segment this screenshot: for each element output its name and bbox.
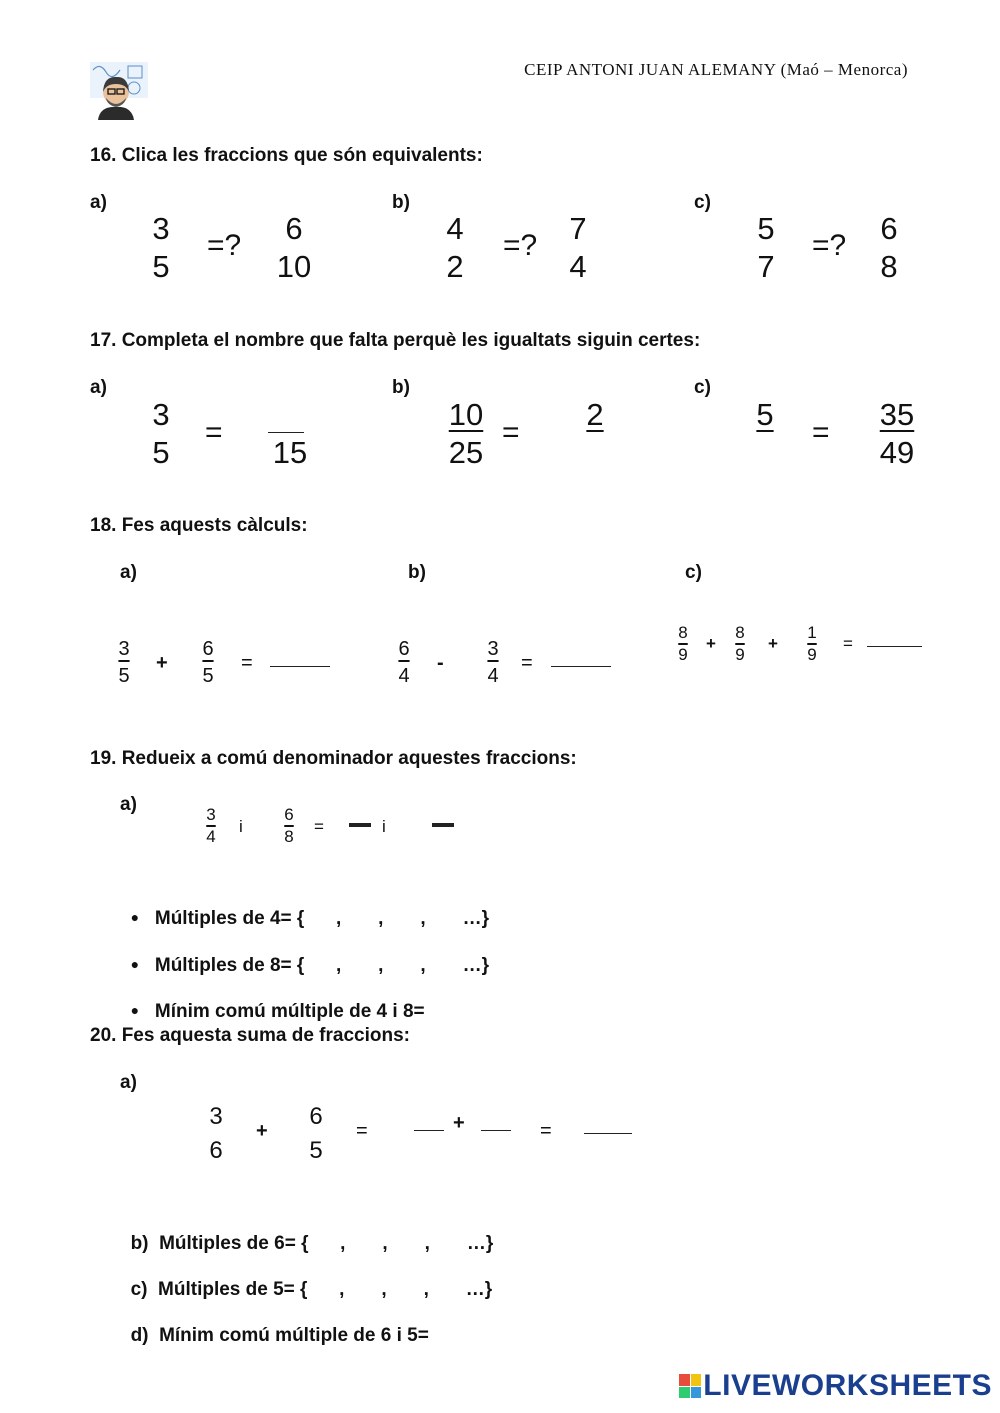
q16-a-right-fraction[interactable]: [272, 210, 316, 286]
q18-b-fraction-2: [482, 636, 504, 690]
q18-c-operator-2: +: [768, 634, 778, 653]
q18-b-answer-input[interactable]: [551, 666, 611, 667]
denominator: 4: [487, 665, 499, 687]
q18-c-operator-1: +: [706, 634, 716, 653]
numerator: 5: [756, 397, 774, 432]
denominator: 9: [807, 645, 817, 664]
part-text: Múltiples de 5= { , , , …}: [158, 1279, 493, 1300]
numerator: 3: [118, 638, 130, 660]
q17-c-label: c): [694, 377, 711, 398]
q18-a-label: a): [120, 562, 137, 583]
bullet-text: Múltiples de 4= { , , , …}: [154, 908, 490, 929]
q17-b-right-fraction: [580, 396, 610, 434]
q19-answer-1-input[interactable]: [349, 823, 371, 827]
q16-c-right-fraction[interactable]: [871, 210, 907, 286]
part-label: b): [130, 1233, 149, 1254]
q19-bullet-1[interactable]: [120, 886, 489, 930]
q18-b-fraction-1: [393, 636, 415, 690]
numerator: 2: [586, 397, 604, 432]
q18-a-fraction-1: [113, 636, 135, 690]
q17-a-right-fraction: [268, 434, 312, 472]
numerator: 6: [285, 211, 303, 246]
denominator: 4: [569, 249, 587, 284]
denominator: 49: [879, 435, 915, 470]
liveworksheets-icon: [679, 1374, 701, 1398]
denominator: 9: [678, 645, 688, 664]
q17-c-answer-input[interactable]: [745, 440, 785, 474]
numerator: 3: [209, 1103, 223, 1130]
q18-a-operator: +: [156, 652, 168, 674]
brand-text: LIVEWORKSHEETS: [703, 1369, 992, 1402]
denominator: 25: [448, 435, 484, 470]
part-text: Mínim comú múltiple de 6 i 5=: [159, 1325, 429, 1346]
q20-answer-1-input[interactable]: [414, 1130, 444, 1131]
q19-a-label: a): [120, 794, 137, 815]
q16-b-right-fraction[interactable]: [560, 210, 596, 286]
numerator: 5: [757, 211, 775, 246]
denominator: 5: [202, 665, 214, 687]
q19-fraction-1: [202, 804, 220, 848]
liveworksheets-logo: [679, 1369, 992, 1403]
q20-part-b[interactable]: [120, 1211, 493, 1255]
numerator: 6: [309, 1103, 323, 1130]
q18-c-label: c): [685, 562, 702, 583]
part-label: c): [130, 1279, 148, 1300]
numerator: 1: [807, 623, 817, 642]
q16-c-label: c): [694, 192, 711, 213]
q20-part-d[interactable]: [120, 1303, 429, 1347]
q18-a-answer-input[interactable]: [270, 666, 330, 667]
q20-plus: +: [453, 1112, 465, 1134]
numerator: 6: [880, 211, 898, 246]
q18-b-equals: =: [521, 652, 533, 674]
q18-c-equals: =: [843, 634, 853, 653]
q18-b-label: b): [408, 562, 426, 583]
q19-bullet-2[interactable]: [120, 933, 489, 977]
q18-c-answer-input[interactable]: [867, 646, 922, 647]
q16-a-operator: =?: [207, 229, 242, 262]
numerator: 10: [448, 397, 484, 432]
q20-part-c[interactable]: [120, 1257, 492, 1301]
numerator: 4: [446, 211, 464, 246]
q20-fraction-2: [304, 1100, 328, 1168]
denominator: 10: [276, 249, 312, 284]
q20-answer-3-input[interactable]: [584, 1133, 632, 1134]
q18-c-fraction-2: [731, 622, 749, 666]
numerator: 6: [202, 638, 214, 660]
q17-b-label: b): [392, 377, 410, 398]
q19-bullet-3[interactable]: [120, 979, 425, 1023]
numerator: 3: [487, 638, 499, 660]
q17-b-equals: =: [502, 416, 520, 449]
numerator: 8: [678, 623, 688, 642]
q17-c-left-fraction: [750, 396, 780, 434]
q17-a-label: a): [90, 377, 107, 398]
teacher-avatar-icon: [88, 58, 150, 120]
q19-fraction-2: [280, 804, 298, 848]
q19-answer-2-input[interactable]: [432, 823, 454, 827]
q19-and-2: i: [382, 817, 386, 836]
denominator: 4: [206, 827, 216, 846]
part-label: d): [130, 1325, 149, 1346]
denominator: 9: [735, 645, 745, 664]
q20-equals-1: =: [356, 1120, 368, 1142]
denominator: 6: [209, 1137, 223, 1164]
numerator: 7: [569, 211, 587, 246]
bullet-text: Múltiples de 8= { , , , …}: [154, 955, 490, 976]
denominator: 5: [309, 1137, 323, 1164]
q17-b-left-fraction: [442, 396, 490, 472]
school-name: CEIP ANTONI JUAN ALEMANY (Maó – Menorca): [524, 60, 908, 79]
q17-a-equals: =: [205, 416, 223, 449]
bullet-icon: ●: [130, 1002, 140, 1018]
denominator: 5: [152, 435, 170, 470]
numerator: 35: [879, 397, 915, 432]
q16-b-operator: =?: [503, 229, 538, 262]
q16-b-label: b): [392, 192, 410, 213]
denominator: 2: [446, 249, 464, 284]
question-20-title: 20. Fes aquesta suma de fraccions:: [90, 1025, 410, 1046]
q17-b-answer-input[interactable]: [575, 440, 615, 474]
bullet-text: Mínim comú múltiple de 4 i 8=: [154, 1001, 425, 1022]
q18-b-operator: -: [437, 652, 444, 674]
denominator: 5: [118, 665, 130, 687]
numerator: 3: [152, 397, 170, 432]
numerator: 3: [152, 211, 170, 246]
denominator: 8: [284, 827, 294, 846]
q18-c-fraction-1: [674, 622, 692, 666]
denominator: 5: [152, 249, 170, 284]
q17-a-left-fraction: [143, 396, 179, 472]
q18-c-fraction-3: [803, 622, 821, 666]
q20-equals-2: =: [540, 1120, 552, 1142]
q16-b-left-fraction[interactable]: [437, 210, 473, 286]
q19-equals: =: [314, 817, 324, 836]
question-19-title: 19. Redueix a comú denominador aquestes fraccions:: [90, 748, 577, 769]
q16-a-left-fraction[interactable]: [143, 210, 179, 286]
q16-c-left-fraction[interactable]: [748, 210, 784, 286]
q17-c-right-fraction: [875, 396, 919, 472]
q18-a-fraction-2: [197, 636, 219, 690]
question-18-title: 18. Fes aquests càlculs:: [90, 515, 308, 536]
q20-answer-2-input[interactable]: [481, 1130, 511, 1131]
q20-fraction-1: [204, 1100, 228, 1168]
question-16-title: 16. Clica les fraccions que són equivalents:: [90, 145, 483, 166]
denominator: 4: [398, 665, 410, 687]
question-17-title: 17. Completa el nombre que falta perquè les igualtats siguin certes:: [90, 330, 701, 351]
q20-operator: +: [256, 1120, 268, 1142]
q18-a-equals: =: [241, 652, 253, 674]
q17-c-equals: =: [812, 416, 830, 449]
q16-a-label: a): [90, 192, 107, 213]
q17-a-answer-input[interactable]: [268, 432, 304, 433]
denominator: 8: [880, 249, 898, 284]
numerator: 6: [284, 805, 294, 824]
q19-and-1: i: [239, 817, 243, 836]
numerator: 8: [735, 623, 745, 642]
numerator: 3: [206, 805, 216, 824]
bullet-icon: ●: [130, 909, 140, 925]
numerator: 6: [398, 638, 410, 660]
part-text: Múltiples de 6= { , , , …}: [159, 1233, 494, 1254]
q16-c-operator: =?: [812, 229, 847, 262]
bullet-icon: ●: [130, 956, 140, 972]
denominator: 15: [272, 435, 308, 470]
denominator: 7: [757, 249, 775, 284]
q20-a-label: a): [120, 1072, 137, 1093]
